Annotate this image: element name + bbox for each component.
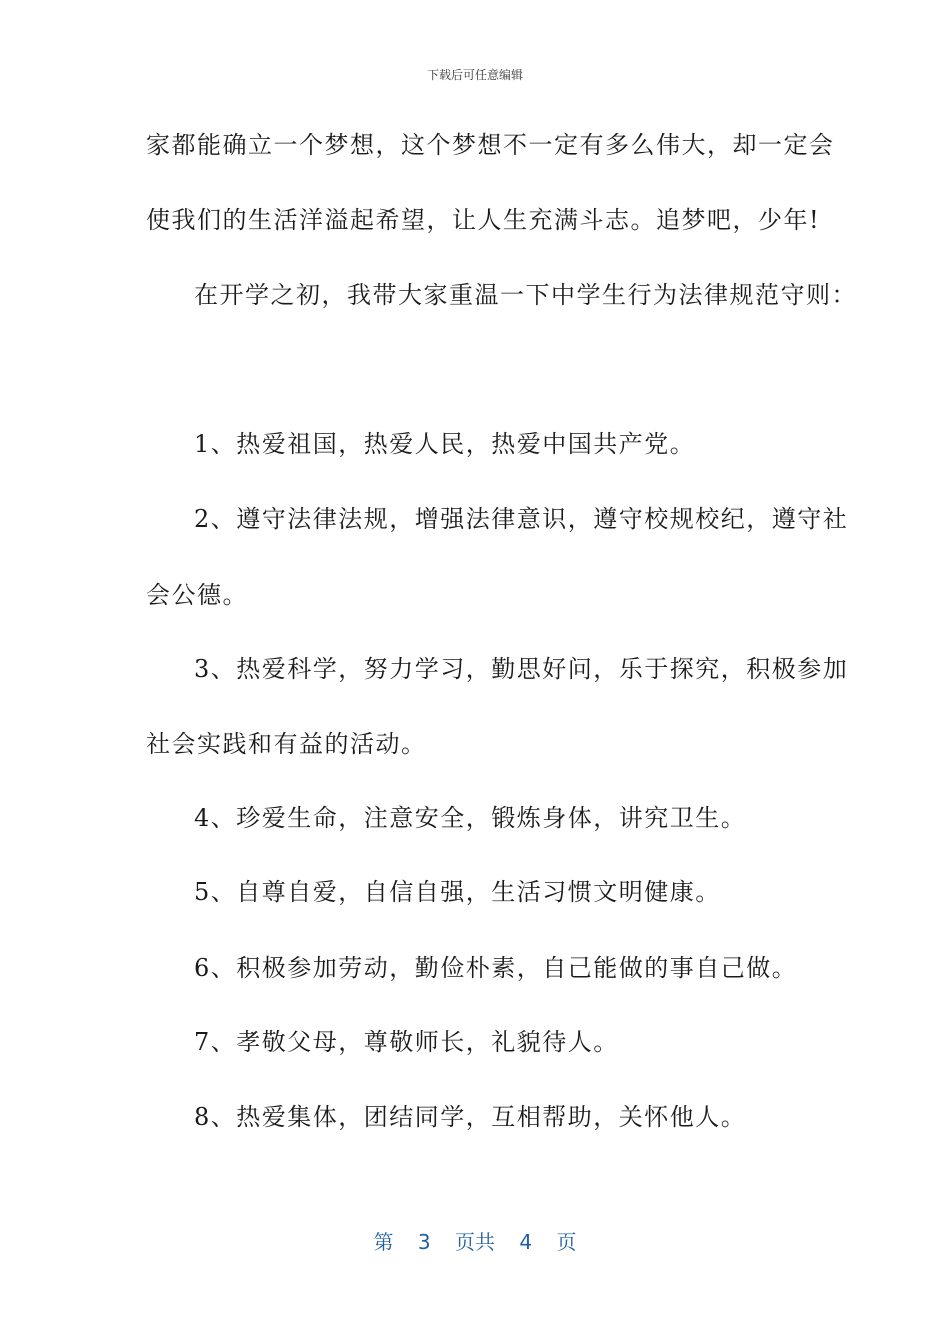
page-number-footer — [0, 1226, 950, 1255]
body-line: 使我们的生活洋溢起希望，让人生充满斗志。追梦吧，少年! — [146, 206, 821, 234]
body-line: 家都能确立一个梦想，这个梦想不一定有多么伟大，却一定会 — [146, 131, 835, 159]
current-page-number: 3 — [417, 1230, 431, 1254]
rule-item: 4、珍爱生命，注意安全，锻炼身体，讲究卫生。 — [194, 804, 747, 832]
rule-item: 3、热爱科学，努力学习，勤思好问，乐于探究，积极参加 — [194, 655, 849, 683]
rule-item: 8、热爱集体，团结同学，互相帮助，关怀他人。 — [194, 1103, 747, 1131]
footer-middle: 页共 — [455, 1230, 495, 1254]
body-line: 在开学之初，我带大家重温一下中学生行为法律规范守则： — [194, 281, 857, 309]
footer-suffix: 页 — [556, 1230, 577, 1254]
rule-item: 1、热爱祖国，热爱人民，热爱中国共产党。 — [194, 430, 696, 458]
rule-item: 7、孝敬父母，尊敬师长，礼貌待人。 — [194, 1028, 619, 1056]
rule-item: 2、遵守法律法规，增强法律意识，遵守校规校纪，遵守社 — [194, 505, 849, 533]
rule-item-continued: 社会实践和有益的活动。 — [146, 730, 427, 758]
page-header: 下载后可任意编辑 — [426, 68, 523, 82]
footer-prefix: 第 — [373, 1230, 394, 1254]
rule-item: 6、积极参加劳动，勤俭朴素，自己能做的事自己做。 — [194, 954, 798, 982]
total-page-number: 4 — [519, 1230, 533, 1254]
rule-item: 5、自尊自爱，自信自强，生活习惯文明健康。 — [194, 878, 721, 906]
rule-item-continued: 会公德。 — [146, 581, 248, 609]
